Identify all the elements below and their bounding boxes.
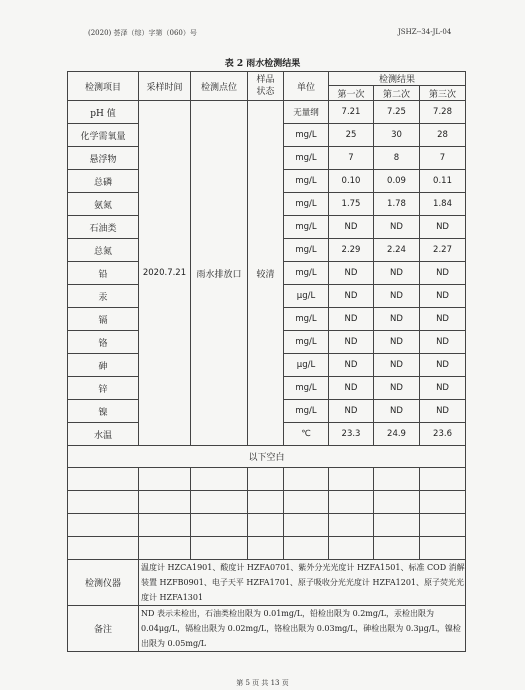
result-2: 1.78 (374, 193, 420, 216)
header-sample-state-line1: 样品 (256, 75, 275, 85)
unit-value: mg/L (284, 170, 329, 193)
item-name: 砷 (68, 354, 139, 377)
empty-row (68, 468, 466, 491)
header-results: 检测结果 (329, 72, 466, 86)
unit-value: μg/L (284, 354, 329, 377)
empty-cell (420, 514, 466, 537)
result-1: ND (329, 400, 374, 423)
header-location: 检测点位 (191, 72, 248, 101)
result-2: ND (374, 216, 420, 239)
empty-cell (420, 491, 466, 514)
instruments-row (68, 560, 466, 606)
result-3: ND (420, 216, 466, 239)
unit-value: mg/L (284, 216, 329, 239)
item-name: 锌 (68, 377, 139, 400)
empty-cell (139, 468, 191, 491)
remarks-row (68, 606, 466, 652)
result-3: 28 (420, 124, 466, 147)
item-name: 石油类 (68, 216, 139, 239)
empty-cell (374, 514, 420, 537)
result-3: 7.28 (420, 101, 466, 124)
item-name: 总磷 (68, 170, 139, 193)
result-2: 7.25 (374, 101, 420, 124)
unit-value: ℃ (284, 423, 329, 446)
result-3: ND (420, 285, 466, 308)
empty-cell (191, 491, 248, 514)
result-1: 2.29 (329, 239, 374, 262)
result-3: 2.27 (420, 239, 466, 262)
result-1: 7.21 (329, 101, 374, 124)
empty-cell (68, 537, 139, 560)
header-item: 检测项目 (68, 72, 139, 101)
item-name: 总氮 (68, 239, 139, 262)
result-1: 23.3 (329, 423, 374, 446)
result-3: ND (420, 331, 466, 354)
unit-value: mg/L (284, 308, 329, 331)
instruments-label: 检测仪器 (68, 560, 139, 606)
empty-cell (68, 514, 139, 537)
empty-cell (374, 537, 420, 560)
result-3: ND (420, 308, 466, 331)
result-3: 0.11 (420, 170, 466, 193)
result-2: 8 (374, 147, 420, 170)
item-name: pH 值 (68, 101, 139, 124)
result-1: 0.10 (329, 170, 374, 193)
empty-cell (68, 468, 139, 491)
sample-state: 较清 (248, 101, 284, 446)
table-title: 表 2 雨水检测结果 (224, 59, 301, 69)
result-1: 1.75 (329, 193, 374, 216)
blank-note-row (68, 446, 466, 468)
result-2: ND (374, 400, 420, 423)
item-name: 镉 (68, 308, 139, 331)
empty-cell (329, 537, 374, 560)
unit-value: mg/L (284, 147, 329, 170)
header-unit: 单位 (284, 72, 329, 101)
item-name: 铬 (68, 331, 139, 354)
unit-value: mg/L (284, 262, 329, 285)
rainwater-results-table (67, 71, 466, 652)
item-name: 铅 (68, 262, 139, 285)
unit-value: mg/L (284, 400, 329, 423)
empty-cell (284, 514, 329, 537)
result-3: 1.84 (420, 193, 466, 216)
item-name: 氨氮 (68, 193, 139, 216)
result-2: ND (374, 285, 420, 308)
empty-row (68, 514, 466, 537)
empty-cell (248, 468, 284, 491)
header-sample-state-line2: 状态 (256, 87, 275, 97)
result-2: ND (374, 331, 420, 354)
header-time: 采样时间 (139, 72, 191, 101)
empty-cell (248, 537, 284, 560)
empty-cell (139, 491, 191, 514)
result-1: ND (329, 308, 374, 331)
result-2: 2.24 (374, 239, 420, 262)
empty-cell (329, 468, 374, 491)
result-3: ND (420, 400, 466, 423)
empty-cell (248, 514, 284, 537)
result-2: ND (374, 262, 420, 285)
empty-cell (191, 514, 248, 537)
empty-cell (420, 537, 466, 560)
result-2: 30 (374, 124, 420, 147)
result-1: 7 (329, 147, 374, 170)
result-3: ND (420, 377, 466, 400)
empty-cell (284, 491, 329, 514)
result-3: ND (420, 354, 466, 377)
sampling-time: 2020.7.21 (139, 101, 191, 446)
item-name: 悬浮物 (68, 147, 139, 170)
empty-cell (420, 468, 466, 491)
result-3: ND (420, 262, 466, 285)
empty-row (68, 537, 466, 560)
empty-cell (191, 468, 248, 491)
result-1: ND (329, 354, 374, 377)
unit-value: mg/L (284, 239, 329, 262)
blank-note: 以下空白 (68, 446, 466, 468)
document-code: JSHZ--34-JL-04 (398, 28, 452, 36)
result-2: ND (374, 354, 420, 377)
unit-value: 无量纲 (284, 101, 329, 124)
header-result-3: 第三次 (420, 86, 466, 101)
table-row (68, 101, 466, 124)
unit-value: mg/L (284, 377, 329, 400)
result-2: 0.09 (374, 170, 420, 193)
empty-row (68, 491, 466, 514)
result-3: 23.6 (420, 423, 466, 446)
result-3: 7 (420, 147, 466, 170)
result-1: ND (329, 262, 374, 285)
empty-cell (139, 514, 191, 537)
empty-cell (139, 537, 191, 560)
result-1: ND (329, 331, 374, 354)
unit-value: mg/L (284, 331, 329, 354)
empty-cell (284, 468, 329, 491)
empty-cell (68, 491, 139, 514)
item-name: 汞 (68, 285, 139, 308)
result-1: ND (329, 377, 374, 400)
remarks-label: 备注 (68, 606, 139, 652)
empty-cell (374, 468, 420, 491)
header-sample-state (248, 72, 284, 101)
item-name: 水温 (68, 423, 139, 446)
result-1: 25 (329, 124, 374, 147)
result-1: ND (329, 216, 374, 239)
item-name: 镍 (68, 400, 139, 423)
empty-cell (329, 514, 374, 537)
unit-value: μg/L (284, 285, 329, 308)
result-2: ND (374, 308, 420, 331)
sampling-location: 雨水排放口 (191, 101, 248, 446)
empty-cell (284, 537, 329, 560)
instruments-text: 温度计 HZCA1901、酸度计 HZFA0701、紫外分光光度计 HZFA1501、标准 COD 消解装置 HZFB0901、电子天平 HZFA1701、原子吸收分光光度计 HZFA1201、原子荧光光度计 HZFA1301 (139, 560, 466, 606)
header-result-2: 第二次 (374, 86, 420, 101)
unit-value: mg/L (284, 124, 329, 147)
result-2: ND (374, 377, 420, 400)
report-number: (2020) 荟泽（综）字第（060）号 (88, 29, 197, 37)
header-result-1: 第一次 (329, 86, 374, 101)
empty-cell (329, 491, 374, 514)
result-1: ND (329, 285, 374, 308)
unit-value: mg/L (284, 193, 329, 216)
result-2: 24.9 (374, 423, 420, 446)
page-footer: 第 5 页 共 13 页 (236, 679, 289, 687)
empty-cell (248, 491, 284, 514)
remarks-text: ND 表示未检出，石油类检出限为 0.01mg/L，铅检出限为 0.2mg/L，汞检出限为 0.04μg/L，镉检出限为 0.02mg/L，铬检出限为 0.03mg/L，砷检出限为 0.3μg/L，镍检出限为 0.05mg/L (139, 606, 466, 652)
empty-cell (191, 537, 248, 560)
item-name: 化学需氧量 (68, 124, 139, 147)
empty-cell (374, 491, 420, 514)
